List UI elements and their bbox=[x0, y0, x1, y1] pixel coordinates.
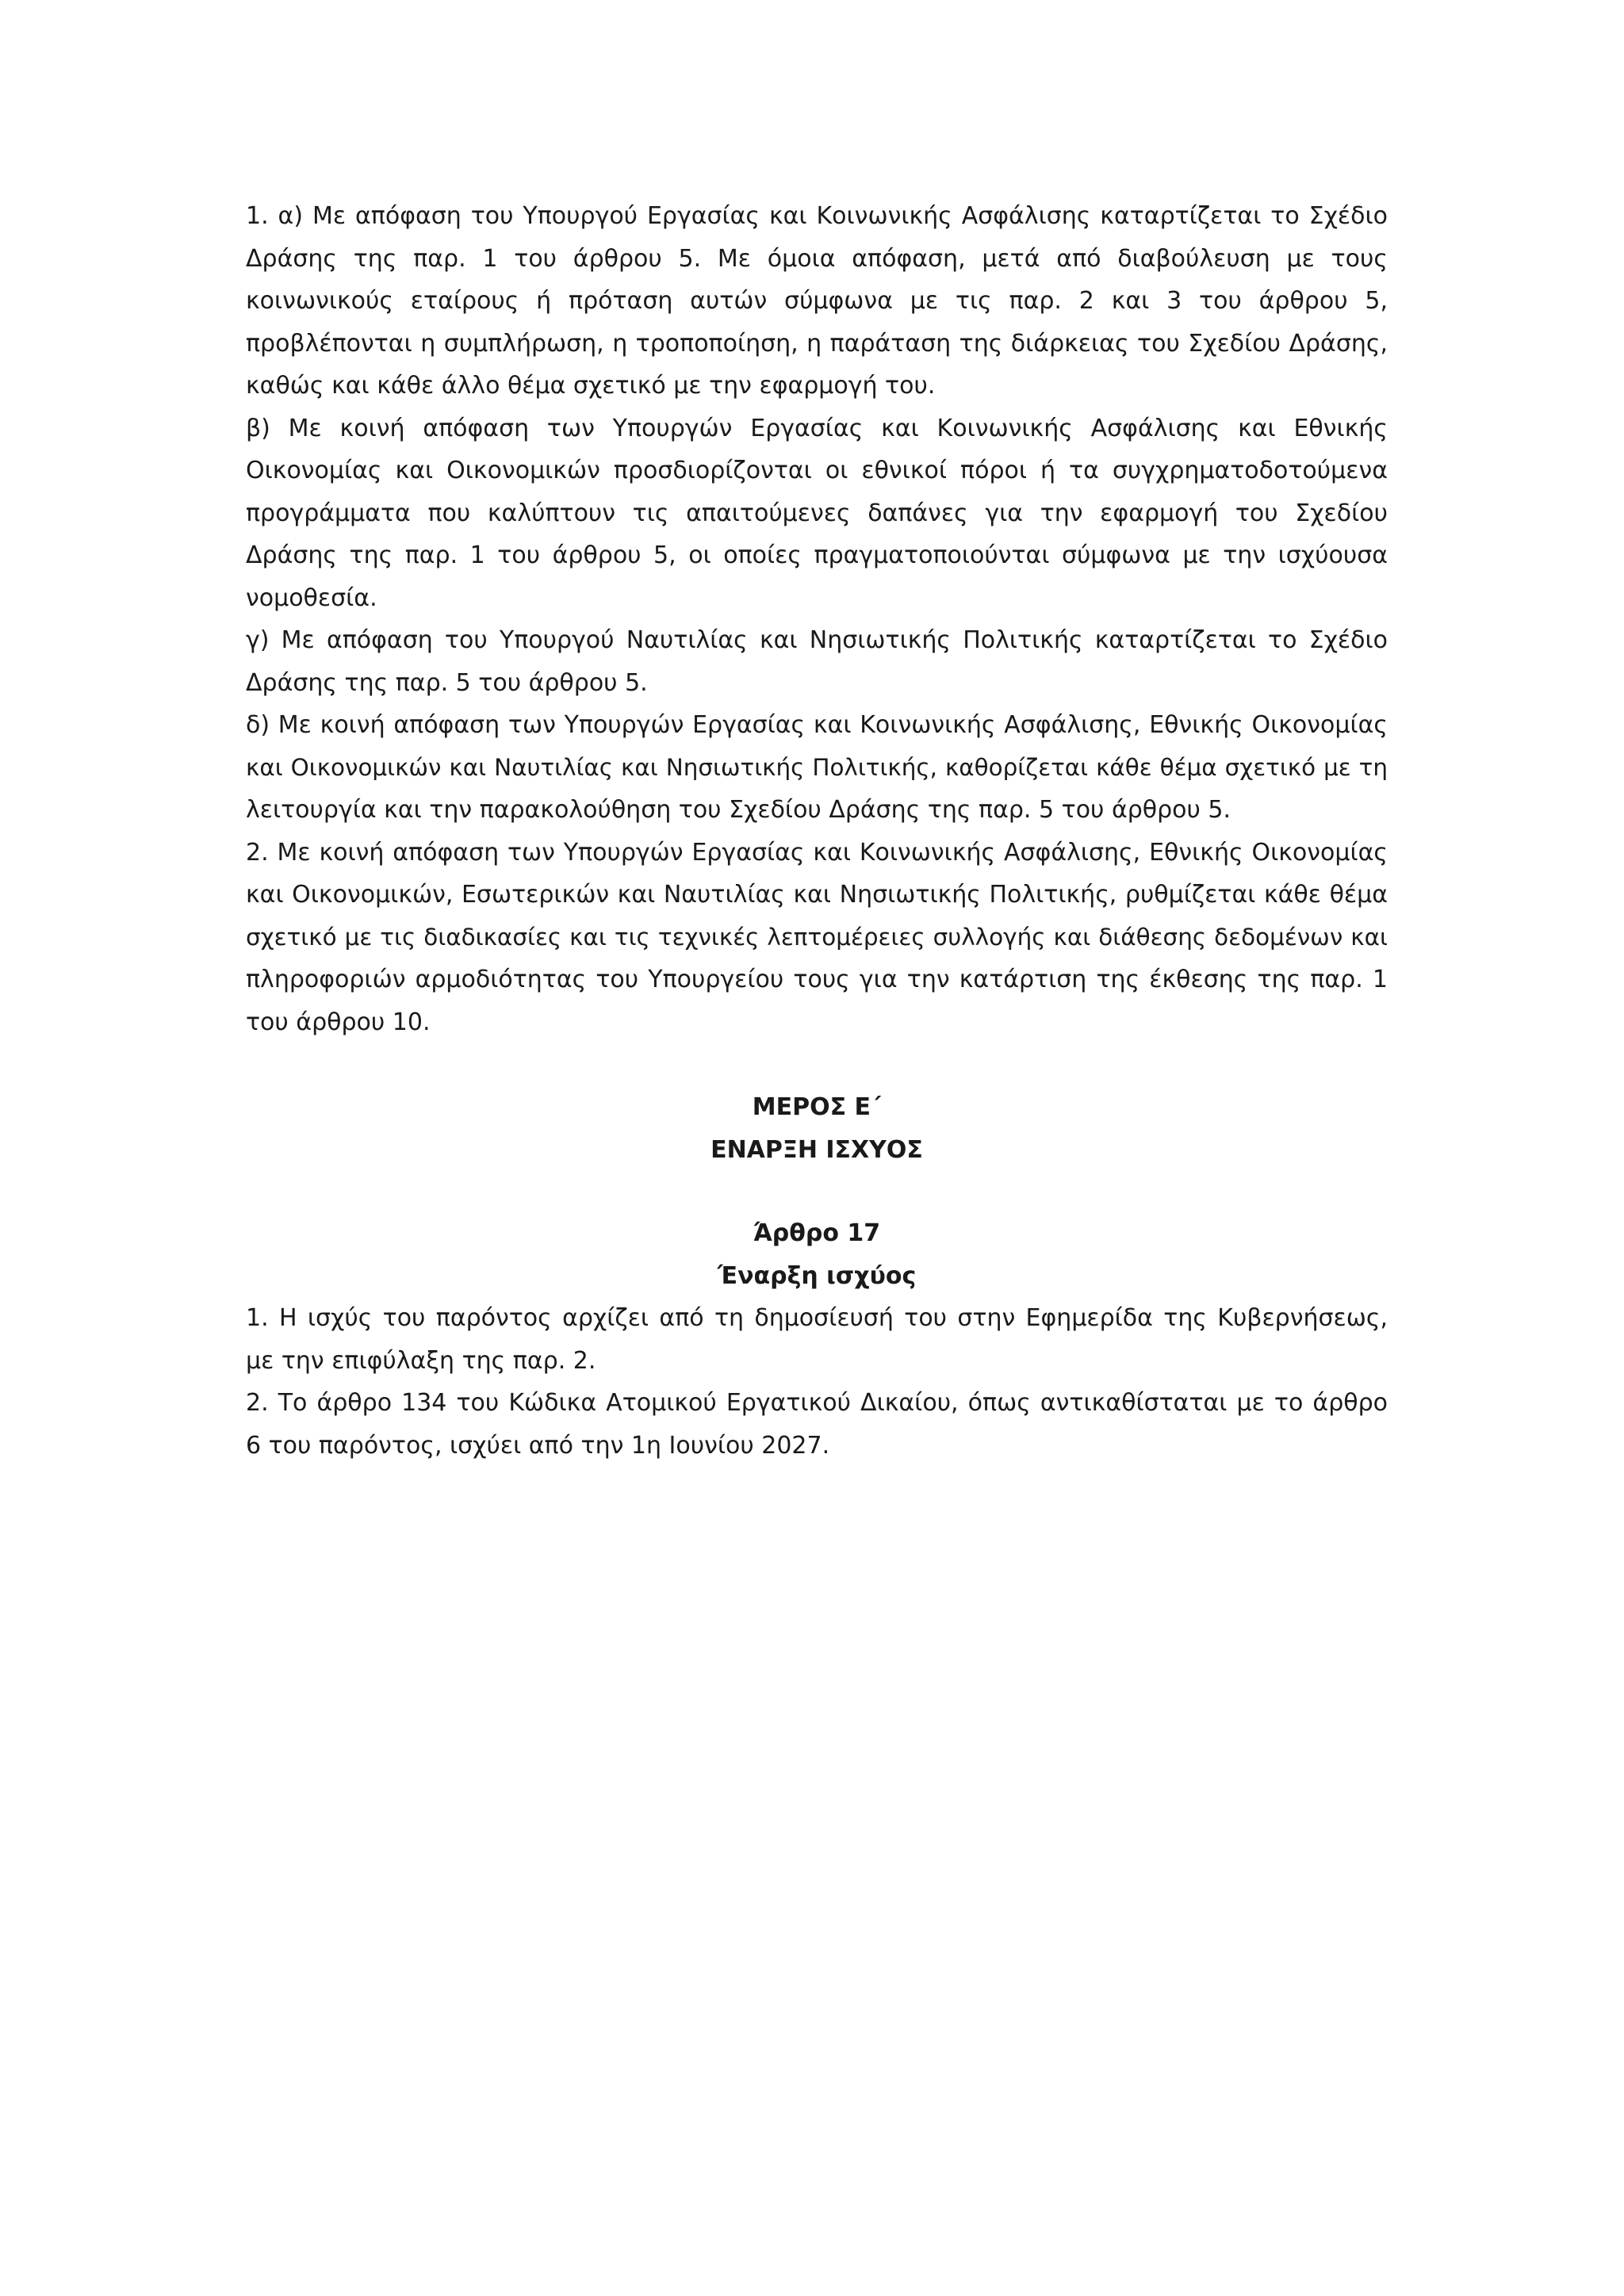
text-line: προγράμματα που καλύπτουν τις απαιτούμενες δαπάνες για την εφαρμογή του Σχεδίου bbox=[246, 499, 1388, 527]
text-line: προβλέπονται η συμπλήρωση, η τροποποίηση, η παράταση της διάρκειας του Σχεδίου Δράσης, bbox=[246, 329, 1388, 358]
text-line: σχετικό με τις διαδικασίες και τις τεχνικές λεπτομέρειες συλλογής και διάθεσης δεδομένων και bbox=[246, 923, 1388, 951]
text-line: 2. Με κοινή απόφαση των Υπουργών Εργασίας και Κοινωνικής Ασφάλισης, Εθνικής Οικονομίας bbox=[246, 838, 1388, 867]
paragraph-1c bbox=[246, 619, 1388, 704]
text-line: με την επιφύλαξη της παρ. 2. bbox=[246, 1346, 596, 1375]
text-line: του άρθρου 10. bbox=[246, 1008, 431, 1036]
article-heading bbox=[246, 1212, 1388, 1297]
text-line: 6 του παρόντος, ισχύει από την 1η Ιουνίου 2027. bbox=[246, 1431, 830, 1460]
document-page bbox=[246, 195, 1388, 1467]
text-line: 1. Η ισχύς του παρόντος αρχίζει από τη δημοσίευσή του στην Εφημερίδα της Κυβερνήσεως, bbox=[246, 1304, 1388, 1332]
text-line: γ) Με απόφαση του Υπουργού Ναυτιλίας και Νησιωτικής Πολιτικής καταρτίζεται το Σχέδιο bbox=[246, 626, 1388, 654]
paragraph-2 bbox=[246, 832, 1388, 1044]
part-heading bbox=[246, 1086, 1388, 1171]
text-line: νομοθεσία. bbox=[246, 584, 377, 612]
article-paragraph-1 bbox=[246, 1297, 1388, 1382]
spacer bbox=[246, 1043, 1388, 1086]
text-line: και Οικονομικών, Εσωτερικών και Ναυτιλίας και Νησιωτικής Πολιτικής, ρυθμίζεται κάθε θέμα bbox=[246, 881, 1388, 909]
part-title: ΕΝΑΡΞΗ ΙΣΧΥΟΣ bbox=[710, 1135, 923, 1164]
text-line: Δράσης της παρ. 1 του άρθρου 5. Με όμοια απόφαση, μετά από διαβούλευση με τους bbox=[246, 244, 1388, 273]
paragraphs-top bbox=[246, 195, 1388, 1043]
paragraph-1d bbox=[246, 704, 1388, 832]
text-line: πληροφοριών αρμοδιότητας του Υπουργείου τους για την κατάρτιση της έκθεσης της παρ. 1 bbox=[246, 966, 1388, 993]
paragraph-1a bbox=[246, 195, 1388, 408]
text-line: δ) Με κοινή απόφαση των Υπουργών Εργασίας και Κοινωνικής Ασφάλισης, Εθνικής Οικονομίας bbox=[246, 711, 1388, 739]
text-line: Δράσης της παρ. 1 του άρθρου 5, οι οποίες πραγματοποιούνται σύμφωνα με την ισχύουσα bbox=[246, 541, 1388, 569]
article-number: Άρθρο 17 bbox=[753, 1219, 881, 1247]
text-line: 2. Το άρθρο 134 του Κώδικα Ατομικού Εργατικού Δικαίου, όπως αντικαθίσταται με το άρθρο bbox=[246, 1389, 1388, 1417]
text-line: β) Με κοινή απόφαση των Υπουργών Εργασίας και Κοινωνικής Ασφάλισης και Εθνικής bbox=[246, 414, 1388, 442]
text-line: λειτουργία και την παρακολούθηση του Σχεδίου Δράσης της παρ. 5 του άρθρου 5. bbox=[246, 796, 1231, 824]
text-line: Δράσης της παρ. 5 του άρθρου 5. bbox=[246, 668, 648, 697]
text-line: Οικονομίας και Οικονομικών προσδιορίζονται οι εθνικοί πόροι ή τα συγχρηματοδοτούμενα bbox=[246, 457, 1388, 484]
spacer bbox=[246, 1171, 1388, 1212]
article-title: Έναρξη ισχύος bbox=[717, 1261, 917, 1290]
text-line: 1. α) Με απόφαση του Υπουργού Εργασίας και Κοινωνικής Ασφάλισης καταρτίζεται το Σχέδιο bbox=[246, 202, 1388, 230]
text-line: και Οικονομικών και Ναυτιλίας και Νησιωτικής Πολιτικής, καθορίζεται κάθε θέμα σχετικό με τη bbox=[246, 753, 1388, 781]
paragraphs-bottom bbox=[246, 1297, 1388, 1467]
text-line: κοινωνικούς εταίρους ή πρόταση αυτών σύμφωνα με τις παρ. 2 και 3 του άρθρου 5, bbox=[246, 287, 1388, 315]
paragraph-1b bbox=[246, 408, 1388, 620]
part-number: ΜΕΡΟΣ Ε΄ bbox=[752, 1093, 882, 1121]
article-paragraph-2 bbox=[246, 1382, 1388, 1467]
text-line: καθώς και κάθε άλλο θέμα σχετικό με την εφαρμογή του. bbox=[246, 372, 936, 400]
